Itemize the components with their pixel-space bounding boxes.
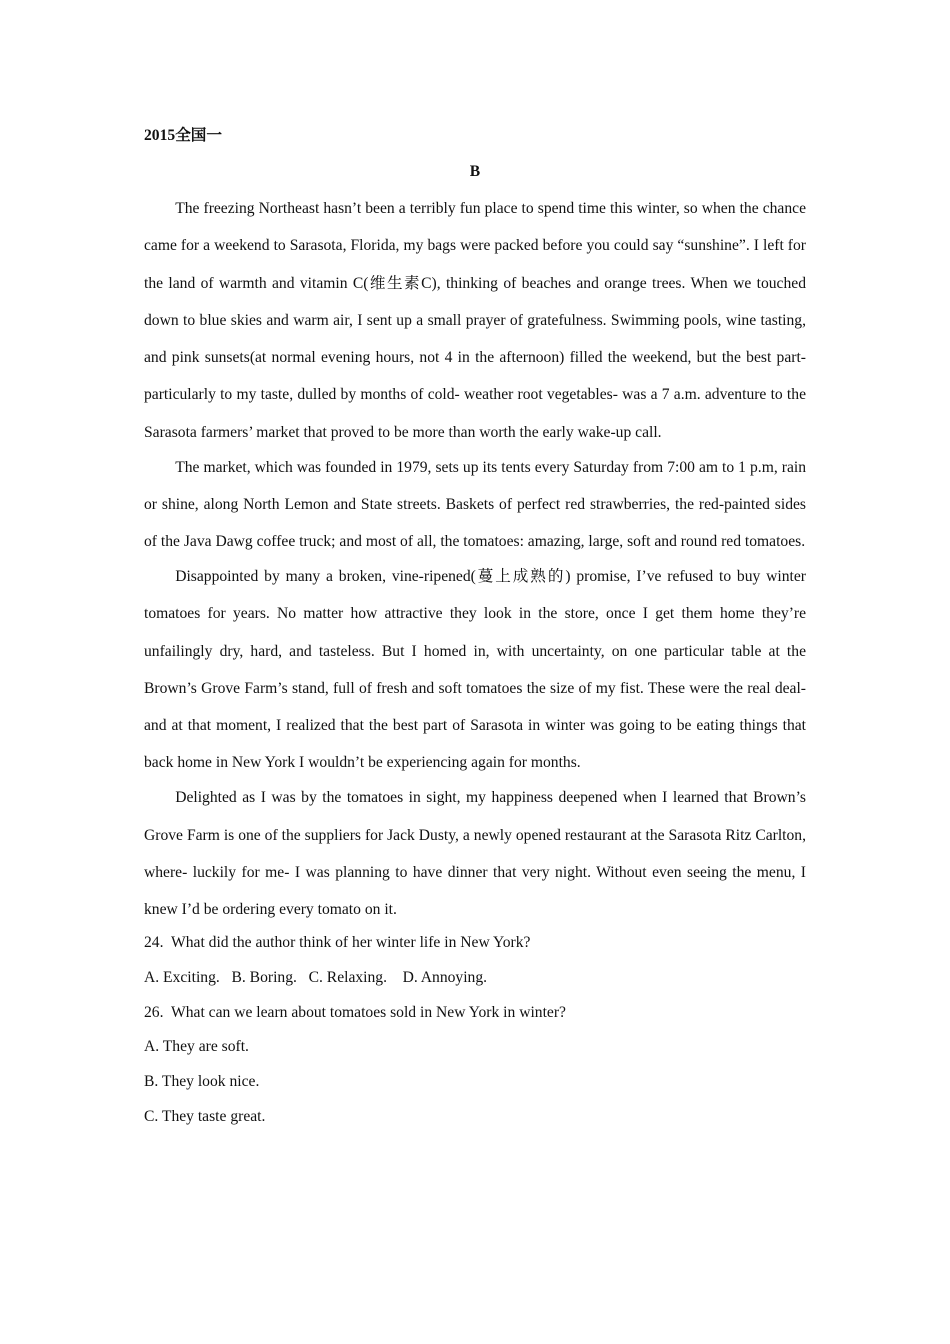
document-page: [144, 118, 806, 1135]
passage-paragraph-2: The market, which was founded in 1979, sets up its tents every Saturday from 7:00 am to 1 p.m, rain or shine, along North Lemon and State streets. Baskets of perfect red strawberries, the red-painted sides of the Java Dawg coffee truck; and most of all, the tomatoes: amazing, large, soft and round red tomatoes.: [144, 458, 806, 551]
question-26-option-a: A. They are soft.: [144, 1038, 249, 1056]
question-26-option-c: C. They taste great.: [144, 1107, 266, 1125]
passage-paragraph-3: Disappointed by many a broken, vine-ripened(蔓上成熟的) promise, I’ve refused to buy winter tomatoes for years. No matter how attractive they look in the store, once I get them home they’re unfailingly dry, hard, and tasteless. But I homed in, with uncertainty, on one particular table at the Brown’s Grove Farm’s stand, full of fresh and soft tomatoes the size of my fist. These were the real deal- and at that moment, I realized that the best part of Sarasota in winter was going to be eating things that back home in New York I wouldn’t be experiencing again for months.: [144, 567, 806, 772]
exam-title: 2015全国一: [144, 127, 222, 144]
passage-paragraph-1: The freezing Northeast hasn’t been a terribly fun place to spend time this winter, so when the chance came for a weekend to Sarasota, Florida, my bags were packed before you could say “sunshine”. I left for the land of warmth and vitamin C(维生素C), thinking of beaches and orange trees. When we touched down to blue skies and warm air, I sent up a small prayer of gratefulness. Swimming pools, wine tasting, and pink sunsets(at normal evening hours, not 4 in the afternoon) filled the weekend, but the best part- particularly to my taste, dulled by months of cold- weather root vegetables- was a 7 a.m. adventure to the Sarasota farmers’ market that proved to be more than worth the early wake-up call.: [144, 200, 806, 441]
question-26-option-b: B. They look nice.: [144, 1073, 260, 1091]
question-24-stem: 24. What did the author think of her winter life in New York?: [144, 933, 531, 951]
question-24-options: A. Exciting. B. Boring. C. Relaxing. D. Annoying.: [144, 968, 488, 986]
question-26-stem: 26. What can we learn about tomatoes sold in New York in winter?: [144, 1003, 566, 1021]
passage-paragraph-4: Delighted as I was by the tomatoes in sight, my happiness deepened when I learned that Brown’s Grove Farm is one of the suppliers for Jack Dusty, a newly opened restaurant at the Sarasota Ritz Carlton, where- luckily for me- I was planning to have dinner that very night. Without even seeing the menu, I knew I’d be ordering every tomato on it.: [144, 789, 806, 919]
section-label: B: [469, 163, 481, 180]
